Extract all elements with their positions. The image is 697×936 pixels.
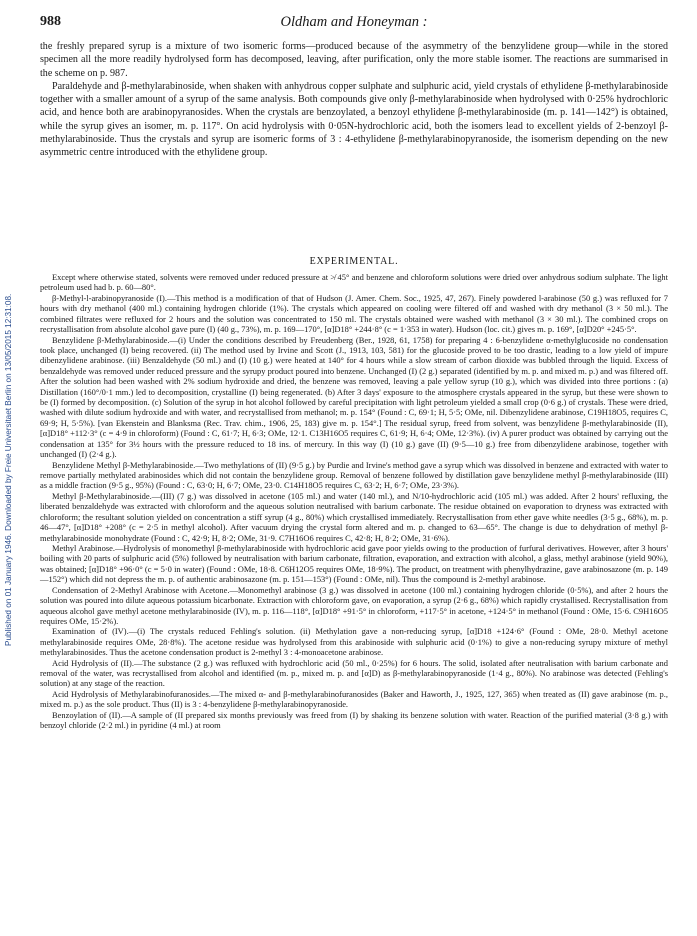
experimental-paragraph: Benzylidene β-Methylarabinoside.—(i) Under the conditions described by Freudenberg (Ber., 1928, 61, 1758) for preparing 4 : 6-benzylidene α-methylglucoside no condensation took place, unchanged (I) being recovered. (ii) The method used by Irvine and Scott (J., 1913, 103, 581) for the glucoside proved to be too drastic, leading to a low yield of impure dibenzylidene arabinose. (iii) Benzaldehyde (50 ml.) and (I) (10 g.) were heated at 140° for 4 hours while a slow stream of carbon dioxide was bubbled through the liquid. Excess of benzaldehyde was removed under reduced pressure and the syrupy product poured into benzene. Unchanged (I) (2 g.) separated (identified by m. p. and mixed m. p.) and was filtered off. After the solution had been washed with 2% sodium hydroxide and dried, the benzene was removed, leaving a pale yellow syrup (10 g.), which was divided into three portions : (a) Distillation (160°/0·1 mm.) led to decomposition, crystalline (I) being regenerated. (b) After 3 days' exposure to the atmosphere crystals appeared in the syrup, but these were shown to be (I) formed by decomposition. (c) Solution of the syrup in hot alcohol followed by careful precipitation with light petroleum yielded a small crop (0·6 g.) of crystals. These were dried, washed with dilute sodium hydroxide and with water, and recrystallised from methanol; m. p. 154° (Found : C, 69·1; H, 5·5; OMe, nil. Dibenzylidene arabinose, C19H18O5, requires C, 69·9; H, 5·5%). [van Ekenstein and Blanksma (Rec. Trav. chim., 1906, 25, 183) give m. p. 154°.] The residual syrup, freed from solvent, was benzylidene β-methylarabinoside (II), [α]D18° +112·3° (c = 4·9 in chloroform) (Found : C, 61·7; H, 6·3; OMe, 12·1. C13H16O5 requires C, 61·9; H, 6·4; OMe, 12·3%). (iv) A purer product was obtained by carrying out the condensation at 135° for 3½ hours with the pressure reduced to 18 ins. of mercury. In this way (I) (10 g.) gave (II) (9·5—10 g.) free from dibenzylidene arabinose, together with unchanged (I) (2·4 g.). (40, 334, 668, 460)
experimental-paragraph: Benzoylation of (II).—A sample of (II prepared six months previously was freed from (I) by shaking its benzene solution with water. Reaction of the purified material (3·8 g.) with benzoyl chloride (2·2 ml.) in pyridine (4 ml.) at room (40, 709, 668, 731)
running-title: Oldham and Honeyman : (280, 14, 428, 30)
page-header (40, 14, 668, 32)
intro-paragraph: Paraldehyde and β-methylarabinoside, when shaken with anhydrous copper sulphate and sulphuric acid, yield crystals of ethylidene β-methylarabinoside together with a smaller amount of a syrup of the same analysis. Both compounds give only β-methylarabinoside when hydrolysed with 0·25% hydrochloric acid, and hence both are arabinopyranosides. When the crystals are benzoylated, a benzoyl ethylidene β-methylarabinoside (m. p. 141—142°) is obtained, while the syrup gives an isomer, m. p. 117°. On acid hydrolysis with 0·05N-hydrochloric acid, both the isomers lead to excellent yields of 2-benzoyl β-methylarabinoside. Thus the crystals and syrup are isomeric forms of 3 : 4-ethylidene β-methylarabinopyranoside, the isomerism depending on the new asymmetric centre introduced with the ethylidene group. (40, 80, 668, 159)
publication-sidebar: Published on 01 January 1946. Downloaded by Freie Universitaet Berlin on 13/05/2015 12:31:08. (4, 293, 13, 647)
page-number: 988 (40, 14, 61, 29)
experimental-paragraph: Except where otherwise stated, solvents were removed under reduced pressure at ≯ 45° and benzene and chloroform solutions were dried over anhydrous sodium sulphate. The light petroleum used had b. p. 60—80°. (40, 272, 668, 293)
experimental-section (40, 272, 668, 731)
experimental-paragraph: Methyl Arabinose.—Hydrolysis of monomethyl β-methylarabinoside with hydrochloric acid gave poor yields owing to the production of furfural derivatives. However, after 3 hours' boiling with 20 parts of sulphuric acid (5%) followed by neutralisation with barium carbonate, filtration, evaporation, and extraction with alcohol, a glass, methyl arabinose (yield 90%), was obtained; [α]D18° +96·0° (c = 5·0 in water) (Found : OMe, 18·8. C6H12O5 requires OMe, 18·9%). The product, on treatment with phenylhydrazine, gave arabinosazone (m. p. 149—152°) which did not depress the m. p. of authentic arabinosazone (m. p. 151—153°) (Found : OMe, nil). Thus the compound is 2-methyl arabinose. (40, 542, 668, 585)
experimental-paragraph: Condensation of 2-Methyl Arabinose with Acetone.—Monomethyl arabinose (3 g.) was dissolved in acetone (100 ml.) containing hydrogen chloride (0·5%), and after 2 hours the solution was poured into dilute aqueous potassium bicarbonate. Extraction with chloroform gave, on evaporation, a syrup (2·6 g., 68%) which rapidly crystallised. Recrystallisation from aqueous alcohol gave methyl acetone methylarabinoside (IV), m. p. 116—118°, [α]D18° +91·5° in chloroform, +117·5° in acetone, +124·5° in methanol (Found : OMe, 15·6. C9H16O5 requires OMe, 15·2%). (40, 584, 668, 626)
experimental-paragraph: Benzylidene Methyl β-Methylarabinoside.—Two methylations of (II) (9·5 g.) by Purdie and Irvine's method gave a syrup which was dissolved in benzene and extracted with water to remove partially methylated arabinosides which did not contain the benzylidene group. Removal of benzene followed by distillation gave benzylidene methyl β-methylarabinoside (III) as a middle fraction (9·5 g., 95%) (Found : C, 63·0; H, 6·7; OMe, 23·0. C14H18O5 requires C, 63·2; H, 6·7; OMe, 23·3%). (40, 459, 668, 491)
intro-section (40, 40, 668, 160)
experimental-paragraph: Acid Hydrolysis of Methylarabinofuranosides.—The mixed α- and β-methylarabinofuranosides (Baker and Haworth, J., 1925, 127, 365) when treated as (II) gave arabinose (m. p., mixed m. p.) as the sole product. Thus (II) is 3 : 4-benzylidene β-methylarabinopyranoside. (40, 688, 668, 710)
intro-paragraph: the freshly prepared syrup is a mixture of two isomeric forms—produced because of the asymmetry of the benzylidene group—while in the stored specimen all the more readily hydrolysed form has decomposed, leaving, after purification, only the more stable isomer. The reactions are summarised in the scheme on p. 987. (40, 41, 668, 79)
experimental-paragraph: β-Methyl-l-arabinopyranoside (I).—This method is a modification of that of Hudson (J. Amer. Chem. Soc., 1925, 47, 267). Finely powdered l-arabinose (50 g.) was refluxed for 7 hours with dry methanol (400 ml.) containing hydrogen chloride (1%). The crystals which appeared on cooling were filtered off and washed with dry methanol (3 × 50 ml.). The combined filtrates were refluxed for 2 hours and the solution was concentrated to 150 ml. The crystals obtained were washed with methanol (3 × 30 ml.). The combined crops on recrystallisation from absolute alcohol gave pure (I) (40 g., 73%), m. p. 169—170°, [α]D18° +244·8° (c = 1·353 in water). Hudson (loc. cit.) gives m. p. 169°, [α]D20° +245·5°. (40, 292, 668, 335)
experimental-paragraph: Methyl β-Methylarabinoside.—(III) (7 g.) was dissolved in acetone (105 ml.) and water (140 ml.), and N/10-hydrochloric acid (105 ml.) was added. After 2 hours' refluxing, the liberated benzaldehyde was extracted with chloroform and the aqueous solution neutralised with barium carbonate. The residue obtained on evaporation to dryness was extracted with chloroform; the resultant solution yielded on concentration a stiff syrup (4 g., 80%) which crystallised immediately. Recrystallisation from ether gave white needles (3·5 g., 68%), m. p. 46—47°, [α]D18° +208° (c = 2·5 in methyl alcohol). After vacuum drying the crystal form altered and m. p. changed to 63—65°. The change is due to dehydration of methyl β-methylarabinoside monohydrate (Found : C, 42·9; H, 8·2; OMe, 31·9. C7H16O6 requires C, 42·8; H, 8·2; OMe, 31·6%). (40, 490, 668, 543)
section-heading: EXPERIMENTAL. (309, 256, 399, 267)
experimental-paragraph: Acid Hydrolysis of (II).—The substance (2 g.) was refluxed with hydrochloric acid (50 ml., 0·25%) for 6 hours. The solid, isolated after neutralisation with barium carbonate and removal of the water, was recrystallised from alcohol and identified (m. p., mixed m. p. and [α]D) as β-methylarabinopyranoside (1·4 g., 80%). No arabinose was detected (Fehling's solution) at any stage of the reaction. (40, 657, 668, 689)
experimental-paragraph: Examination of (IV).—(i) The crystals reduced Fehling's solution. (ii) Methylation gave a non-reducing syrup, [α]D18 +124·6° (Found : OMe, 28·0. Methyl acetone methylarabinoside requires OMe, 28·8%). The acetone residue was hydrolysed from this arabinoside with sulphuric acid (0·1%) to give a non-reducing syrupy mixture of methyl methylarabinosides. Thus the acetone condensation product is 2-methyl 3 : 4-monoacetone arabinose. (40, 626, 668, 658)
